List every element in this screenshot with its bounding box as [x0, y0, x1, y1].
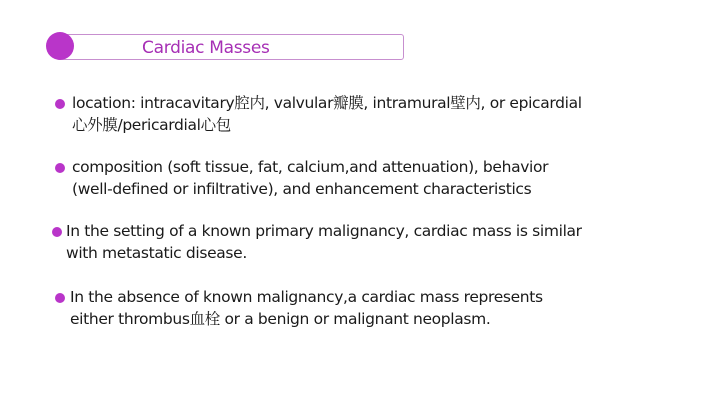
- bullet-dot-icon: [55, 293, 65, 303]
- bullet-text-location: location: intracavitary腔内, valvular瓣膜, intramural壁内, or epicardial 心外膜/pericardial心包: [72, 94, 582, 134]
- bullet-text-composition: composition (soft tissue, fat, calcium,and attenuation), behavior (well-defined or infiltrative), and enhancement characteristics: [72, 158, 549, 198]
- bullet-text-malignancy: In the setting of a known primary malignancy, cardiac mass is similar with metastatic disease.: [66, 222, 582, 262]
- bullet-dot-icon: [52, 227, 62, 237]
- bullet-dot-icon: [55, 163, 65, 173]
- slide-title: Cardiac Masses: [142, 38, 270, 58]
- bullet-dot-icon: [55, 99, 65, 109]
- title-bullet-icon: [46, 32, 74, 60]
- bullet-text-absence: In the absence of known malignancy,a cardiac mass represents either thrombus血栓 or a benign or malignant neoplasm.: [70, 288, 543, 328]
